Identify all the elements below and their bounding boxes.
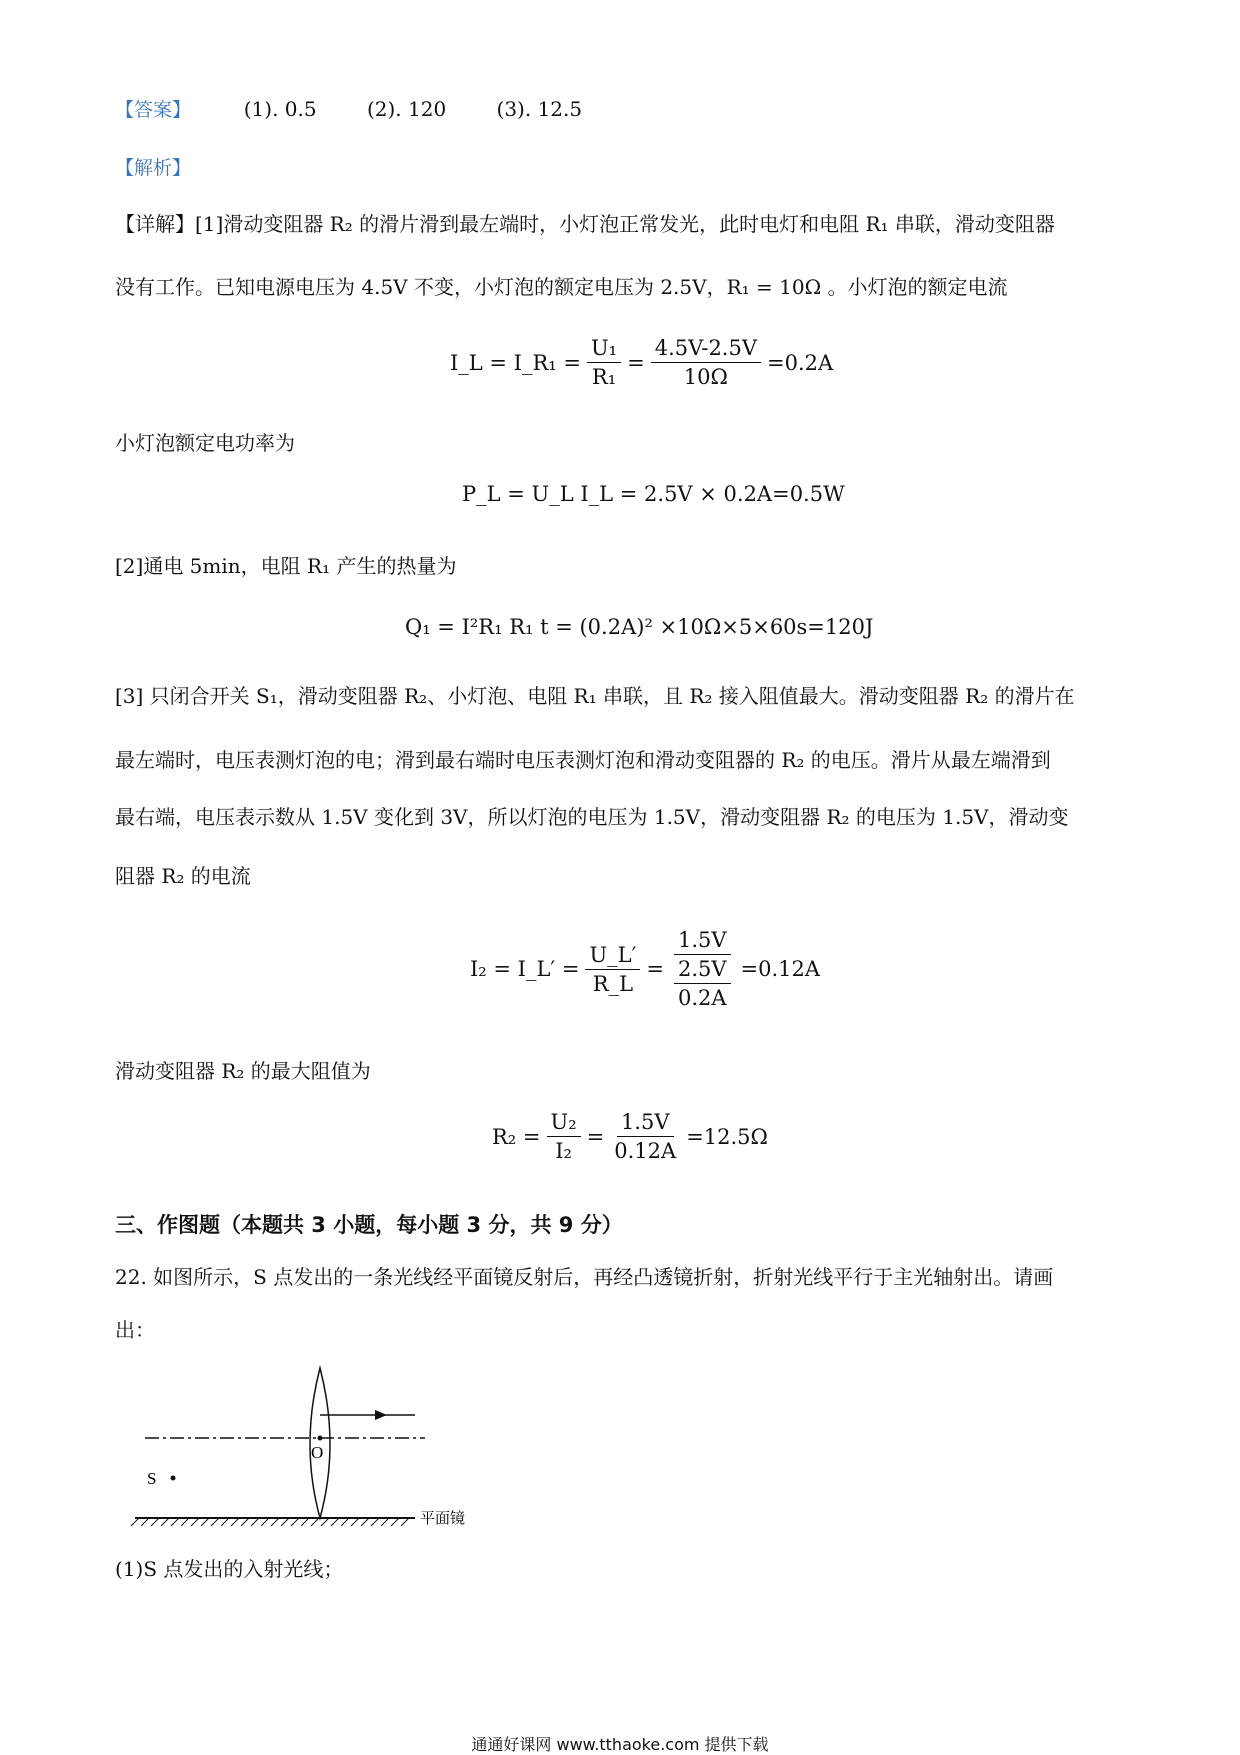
eq4-fraction-2	[670, 928, 735, 1010]
mirror-label: 平面镜	[420, 1509, 466, 1527]
eq4-fraction-1	[585, 943, 640, 996]
equation-rated-current	[450, 336, 833, 389]
eq1-frac2-num: 4.5V-2.5V	[651, 336, 761, 363]
eq4-nested-fraction	[674, 957, 731, 1010]
part3-line-4: 阻器 R₂ 的电流	[115, 864, 251, 888]
eq5-fraction-2	[610, 1110, 680, 1163]
analysis-tag-line	[115, 152, 191, 183]
eq1-lhs: I_L = I_R₁ =	[450, 350, 581, 375]
answer-line	[115, 94, 626, 125]
center-label: O	[311, 1443, 324, 1462]
eq5-frac1-den: I₂	[555, 1139, 572, 1163]
eq5-frac2-num: 1.5V	[617, 1110, 674, 1137]
eq1-fraction-1	[587, 336, 621, 389]
q22-line-2: 出：	[115, 1318, 155, 1342]
detail-line-2: 没有工作。已知电源电压为 4.5V 不变，小灯泡的额定电压为 2.5V，R₁ = 10Ω 。小灯泡的额定电流	[115, 275, 1008, 299]
eq5-fraction-1	[547, 1110, 581, 1163]
eq4-nested-den: 0.2A	[677, 986, 727, 1010]
eq3-text: Q₁ = I²R₁ R₁ t = (0.2A)² ×10Ω×5×60s=120J	[405, 615, 874, 639]
eq1-equals: =	[627, 350, 645, 375]
part3-line-1: [3] 只闭合开关 S₁，滑动变阻器 R₂、小灯泡、电阻 R₁ 串联，且 R₂ 接入阻值最大。滑动变阻器 R₂ 的滑片在	[115, 684, 1075, 708]
eq4-nested-num: 2.5V	[674, 957, 731, 984]
eq4-frac2-den	[670, 955, 735, 1010]
eq4-result: =0.12A	[740, 957, 821, 981]
eq1-fraction-2	[651, 336, 761, 389]
part3-line-3: 最右端，电压表示数从 1.5V 变化到 3V，所以灯泡的电压为 1.5V，滑动变阻器 R₂ 的电压为 1.5V，滑动变	[115, 805, 1069, 829]
eq1-frac2-den: 10Ω	[683, 365, 728, 389]
lens-mirror-figure	[125, 1360, 505, 1530]
analysis-tag: 【解析】	[115, 157, 192, 179]
eq5-frac1-num: U₂	[547, 1110, 581, 1137]
equation-current-r2	[470, 928, 820, 1010]
eq2-text: P_L = U_L I_L = 2.5V × 0.2A=0.5W	[462, 482, 845, 506]
eq4-lhs: I₂ = I_L′ =	[470, 957, 580, 981]
q22-line-1: 22. 如图所示，S 点发出的一条光线经平面镜反射后，再经凸透镜折射，折射光线平行于主光轴射出。请画	[115, 1265, 1054, 1289]
eq4-frac2-num: 1.5V	[674, 928, 731, 955]
part2-label: [2]通电 5min，电阻 R₁ 产生的热量为	[115, 554, 457, 578]
eq1-frac1-num: U₁	[587, 336, 621, 363]
sub-question-1: (1)S 点发出的入射光线；	[115, 1557, 344, 1581]
answer-item-3: (3). 12.5	[496, 97, 583, 121]
optical-center-dot	[318, 1436, 323, 1441]
max-resistance-label: 滑动变阻器 R₂ 的最大阻值为	[115, 1059, 371, 1083]
answer-item-1: (1). 0.5	[243, 97, 317, 121]
eq1-frac1-den: R₁	[591, 365, 617, 389]
equation-max-resistance	[492, 1110, 768, 1163]
eq4-frac1-den: R_L	[592, 971, 634, 996]
eq4-equals: =	[646, 957, 664, 981]
eq4-frac1-num: U_L′	[585, 943, 640, 970]
eq5-equals: =	[586, 1124, 605, 1149]
part3-line-2: 最左端时，电压表测灯泡的电；滑到最右端时电压表测灯泡和滑动变阻器的 R₂ 的电压。滑片从最左端滑到	[115, 748, 1051, 772]
equation-heat	[405, 615, 873, 639]
eq5-result: =12.5Ω	[686, 1124, 768, 1149]
eq1-result: =0.2A	[767, 350, 834, 375]
mirror-hatching	[131, 1518, 409, 1526]
eq5-lhs: R₂ =	[492, 1124, 541, 1149]
answer-item-2: (2). 120	[366, 97, 447, 121]
equation-power	[462, 482, 845, 506]
point-s-dot	[171, 1476, 176, 1481]
power-label: 小灯泡额定电功率为	[115, 431, 295, 455]
ray-arrow-icon	[375, 1410, 387, 1420]
eq5-frac2-den: 0.12A	[614, 1139, 677, 1163]
detail-line-1: 【详解】[1]滑动变阻器 R₂ 的滑片滑到最左端时，小灯泡正常发光，此时电灯和电阻 R₁ 串联，滑动变阻器	[115, 212, 1055, 236]
answer-tag: 【答案】	[115, 99, 192, 121]
page-footer: 通通好课网 www.tthaoke.com 提供下载	[471, 1735, 769, 1754]
point-s-label: S	[147, 1469, 157, 1488]
section-heading: 三、作图题（本题共 3 小题，每小题 3 分，共 9 分）	[115, 1213, 623, 1237]
